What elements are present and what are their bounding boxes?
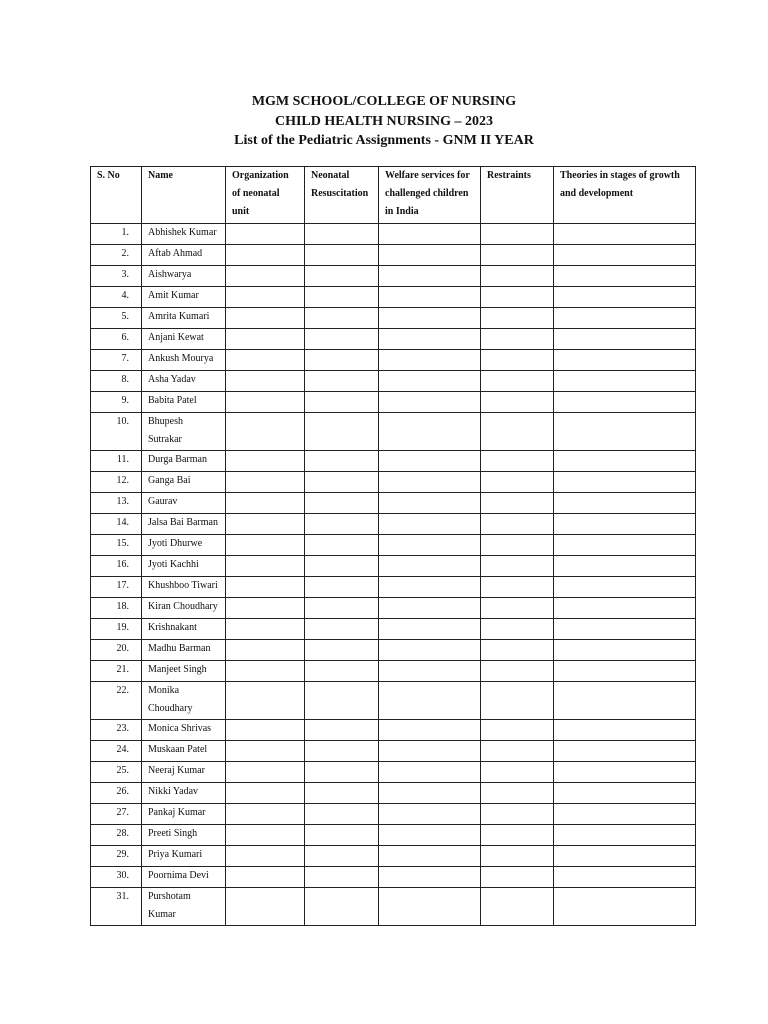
cell-theories xyxy=(554,472,696,493)
cell-welfare xyxy=(379,762,481,783)
cell-welfare xyxy=(379,846,481,867)
cell-organization xyxy=(226,804,305,825)
table-row xyxy=(91,661,696,682)
cell-sno: 31. xyxy=(91,888,142,926)
cell-resuscitation xyxy=(305,741,379,762)
cell-theories xyxy=(554,825,696,846)
subject-title: CHILD HEALTH NURSING – 2023 xyxy=(274,113,494,129)
table-row xyxy=(91,224,696,245)
cell-welfare xyxy=(379,556,481,577)
cell-name: Babita Patel xyxy=(142,392,226,413)
cell-resuscitation xyxy=(305,472,379,493)
cell-sno: 22. xyxy=(91,682,142,720)
cell-welfare xyxy=(379,392,481,413)
cell-organization xyxy=(226,308,305,329)
cell-restraints xyxy=(481,783,554,804)
cell-resuscitation xyxy=(305,413,379,451)
cell-organization xyxy=(226,245,305,266)
cell-name: Bhupesh Sutrakar xyxy=(142,413,226,451)
cell-sno: 25. xyxy=(91,762,142,783)
table-body xyxy=(91,224,696,926)
cell-name: Abhishek Kumar xyxy=(142,224,226,245)
cell-sno: 13. xyxy=(91,493,142,514)
table-row xyxy=(91,413,696,451)
table-row xyxy=(91,741,696,762)
cell-organization xyxy=(226,514,305,535)
cell-sno: 9. xyxy=(91,392,142,413)
cell-sno: 14. xyxy=(91,514,142,535)
cell-theories xyxy=(554,846,696,867)
cell-resuscitation xyxy=(305,245,379,266)
table-row xyxy=(91,514,696,535)
cell-welfare xyxy=(379,741,481,762)
cell-name: Nikki Yadav xyxy=(142,783,226,804)
cell-restraints xyxy=(481,762,554,783)
table-row xyxy=(91,535,696,556)
table-row xyxy=(91,472,696,493)
cell-welfare xyxy=(379,266,481,287)
cell-name: Purshotam Kumar xyxy=(142,888,226,926)
cell-theories xyxy=(554,371,696,392)
cell-resuscitation xyxy=(305,682,379,720)
cell-name: Asha Yadav xyxy=(142,371,226,392)
cell-welfare xyxy=(379,514,481,535)
cell-welfare xyxy=(379,661,481,682)
column-header-organization: Organization of neonatal unit xyxy=(226,167,305,224)
cell-resuscitation xyxy=(305,598,379,619)
cell-name: Amrita Kumari xyxy=(142,308,226,329)
cell-name: Amit Kumar xyxy=(142,287,226,308)
cell-restraints xyxy=(481,556,554,577)
cell-theories xyxy=(554,619,696,640)
cell-resuscitation xyxy=(305,867,379,888)
cell-sno: 21. xyxy=(91,661,142,682)
table-row xyxy=(91,266,696,287)
cell-theories xyxy=(554,762,696,783)
cell-sno: 1. xyxy=(91,224,142,245)
list-title: List of the Pediatric Assignments - GNM II YEAR xyxy=(234,133,534,148)
cell-restraints xyxy=(481,619,554,640)
table-row xyxy=(91,619,696,640)
cell-welfare xyxy=(379,287,481,308)
column-header-sno: S. No xyxy=(91,167,142,224)
cell-welfare xyxy=(379,825,481,846)
cell-organization xyxy=(226,846,305,867)
cell-theories xyxy=(554,682,696,720)
cell-organization xyxy=(226,224,305,245)
cell-resuscitation xyxy=(305,266,379,287)
cell-restraints xyxy=(481,720,554,741)
cell-theories xyxy=(554,493,696,514)
table-row xyxy=(91,783,696,804)
cell-welfare xyxy=(379,888,481,926)
cell-resuscitation xyxy=(305,804,379,825)
cell-organization xyxy=(226,598,305,619)
cell-name: Monika Choudhary xyxy=(142,682,226,720)
cell-restraints xyxy=(481,640,554,661)
cell-welfare xyxy=(379,619,481,640)
cell-restraints xyxy=(481,825,554,846)
cell-resuscitation xyxy=(305,640,379,661)
cell-theories xyxy=(554,720,696,741)
cell-theories xyxy=(554,308,696,329)
table-row xyxy=(91,598,696,619)
table-row xyxy=(91,493,696,514)
cell-name: Khushboo Tiwari xyxy=(142,577,226,598)
cell-name: Aishwarya xyxy=(142,266,226,287)
cell-name: Durga Barman xyxy=(142,451,226,472)
table-row xyxy=(91,392,696,413)
cell-welfare xyxy=(379,329,481,350)
cell-restraints xyxy=(481,514,554,535)
cell-resuscitation xyxy=(305,493,379,514)
cell-sno: 15. xyxy=(91,535,142,556)
column-header-name: Name xyxy=(142,167,226,224)
cell-name: Neeraj Kumar xyxy=(142,762,226,783)
cell-theories xyxy=(554,224,696,245)
cell-resuscitation xyxy=(305,224,379,245)
cell-sno: 26. xyxy=(91,783,142,804)
cell-resuscitation xyxy=(305,577,379,598)
cell-welfare xyxy=(379,535,481,556)
cell-welfare xyxy=(379,804,481,825)
cell-theories xyxy=(554,535,696,556)
table-row xyxy=(91,556,696,577)
column-header-resuscitation: Neonatal Resuscitation xyxy=(305,167,379,224)
cell-welfare xyxy=(379,472,481,493)
cell-name: Jalsa Bai Barman xyxy=(142,514,226,535)
cell-restraints xyxy=(481,245,554,266)
cell-name: Priya Kumari xyxy=(142,846,226,867)
table-row xyxy=(91,804,696,825)
table-row xyxy=(91,451,696,472)
cell-sno: 12. xyxy=(91,472,142,493)
table-row xyxy=(91,350,696,371)
cell-sno: 30. xyxy=(91,867,142,888)
cell-name: Ganga Bai xyxy=(142,472,226,493)
cell-name: Gaurav xyxy=(142,493,226,514)
cell-sno: 16. xyxy=(91,556,142,577)
cell-welfare xyxy=(379,371,481,392)
assignments-table xyxy=(90,166,696,926)
cell-restraints xyxy=(481,287,554,308)
cell-welfare xyxy=(379,867,481,888)
cell-restraints xyxy=(481,493,554,514)
cell-restraints xyxy=(481,308,554,329)
cell-theories xyxy=(554,392,696,413)
cell-welfare xyxy=(379,451,481,472)
cell-welfare xyxy=(379,308,481,329)
cell-restraints xyxy=(481,867,554,888)
cell-resuscitation xyxy=(305,720,379,741)
cell-restraints xyxy=(481,682,554,720)
cell-sno: 17. xyxy=(91,577,142,598)
table-row xyxy=(91,287,696,308)
cell-welfare xyxy=(379,577,481,598)
cell-resuscitation xyxy=(305,846,379,867)
cell-welfare xyxy=(379,783,481,804)
cell-theories xyxy=(554,451,696,472)
cell-name: Monica Shrivas xyxy=(142,720,226,741)
cell-restraints xyxy=(481,329,554,350)
cell-organization xyxy=(226,556,305,577)
column-header-restraints: Restraints xyxy=(481,167,554,224)
cell-welfare xyxy=(379,598,481,619)
table-row xyxy=(91,762,696,783)
cell-resuscitation xyxy=(305,661,379,682)
table-row xyxy=(91,846,696,867)
cell-resuscitation xyxy=(305,762,379,783)
cell-restraints xyxy=(481,846,554,867)
cell-resuscitation xyxy=(305,514,379,535)
cell-welfare xyxy=(379,493,481,514)
column-header-theories: Theories in stages of growth and development xyxy=(554,167,696,224)
cell-organization xyxy=(226,825,305,846)
cell-sno: 29. xyxy=(91,846,142,867)
cell-organization xyxy=(226,371,305,392)
cell-organization xyxy=(226,472,305,493)
cell-name: Jyoti Dhurwe xyxy=(142,535,226,556)
cell-sno: 20. xyxy=(91,640,142,661)
cell-organization xyxy=(226,392,305,413)
cell-theories xyxy=(554,867,696,888)
cell-sno: 11. xyxy=(91,451,142,472)
cell-organization xyxy=(226,287,305,308)
cell-organization xyxy=(226,741,305,762)
cell-welfare xyxy=(379,413,481,451)
cell-restraints xyxy=(481,888,554,926)
cell-resuscitation xyxy=(305,825,379,846)
cell-theories xyxy=(554,245,696,266)
cell-sno: 23. xyxy=(91,720,142,741)
cell-restraints xyxy=(481,472,554,493)
cell-organization xyxy=(226,640,305,661)
cell-welfare xyxy=(379,682,481,720)
cell-sno: 24. xyxy=(91,741,142,762)
cell-organization xyxy=(226,888,305,926)
table-row xyxy=(91,825,696,846)
cell-sno: 18. xyxy=(91,598,142,619)
cell-resuscitation xyxy=(305,287,379,308)
cell-sno: 10. xyxy=(91,413,142,451)
cell-resuscitation xyxy=(305,308,379,329)
cell-name: Anjani Kewat xyxy=(142,329,226,350)
cell-name: Krishnakant xyxy=(142,619,226,640)
cell-name: Kiran Choudhary xyxy=(142,598,226,619)
cell-restraints xyxy=(481,451,554,472)
cell-organization xyxy=(226,783,305,804)
cell-name: Ankush Mourya xyxy=(142,350,226,371)
table-row xyxy=(91,682,696,720)
cell-welfare xyxy=(379,640,481,661)
cell-resuscitation xyxy=(305,350,379,371)
cell-welfare xyxy=(379,224,481,245)
cell-name: Madhu Barman xyxy=(142,640,226,661)
cell-sno: 2. xyxy=(91,245,142,266)
cell-restraints xyxy=(481,661,554,682)
cell-theories xyxy=(554,329,696,350)
cell-restraints xyxy=(481,224,554,245)
cell-welfare xyxy=(379,720,481,741)
cell-welfare xyxy=(379,245,481,266)
cell-theories xyxy=(554,598,696,619)
cell-name: Jyoti Kachhi xyxy=(142,556,226,577)
cell-theories xyxy=(554,577,696,598)
document-header xyxy=(0,92,768,151)
cell-restraints xyxy=(481,413,554,451)
cell-resuscitation xyxy=(305,535,379,556)
cell-sno: 28. xyxy=(91,825,142,846)
cell-organization xyxy=(226,350,305,371)
cell-restraints xyxy=(481,392,554,413)
cell-restraints xyxy=(481,535,554,556)
cell-organization xyxy=(226,577,305,598)
cell-restraints xyxy=(481,371,554,392)
cell-resuscitation xyxy=(305,329,379,350)
cell-theories xyxy=(554,783,696,804)
cell-sno: 4. xyxy=(91,287,142,308)
cell-theories xyxy=(554,804,696,825)
cell-organization xyxy=(226,266,305,287)
cell-organization xyxy=(226,413,305,451)
cell-organization xyxy=(226,867,305,888)
cell-organization xyxy=(226,762,305,783)
table-row xyxy=(91,720,696,741)
cell-theories xyxy=(554,514,696,535)
cell-theories xyxy=(554,888,696,926)
cell-sno: 8. xyxy=(91,371,142,392)
cell-welfare xyxy=(379,350,481,371)
cell-organization xyxy=(226,329,305,350)
cell-restraints xyxy=(481,266,554,287)
cell-theories xyxy=(554,556,696,577)
cell-theories xyxy=(554,287,696,308)
cell-organization xyxy=(226,493,305,514)
cell-organization xyxy=(226,451,305,472)
cell-theories xyxy=(554,413,696,451)
cell-restraints xyxy=(481,350,554,371)
cell-restraints xyxy=(481,804,554,825)
cell-sno: 5. xyxy=(91,308,142,329)
cell-name: Muskaan Patel xyxy=(142,741,226,762)
table-row xyxy=(91,577,696,598)
cell-restraints xyxy=(481,577,554,598)
cell-sno: 6. xyxy=(91,329,142,350)
cell-organization xyxy=(226,661,305,682)
table-row xyxy=(91,371,696,392)
table-row xyxy=(91,308,696,329)
table-row xyxy=(91,329,696,350)
cell-sno: 3. xyxy=(91,266,142,287)
cell-organization xyxy=(226,682,305,720)
cell-name: Aftab Ahmad xyxy=(142,245,226,266)
institution-title: MGM SCHOOL/COLLEGE OF NURSING xyxy=(251,94,517,109)
cell-theories xyxy=(554,640,696,661)
table-row xyxy=(91,888,696,926)
cell-restraints xyxy=(481,741,554,762)
cell-sno: 19. xyxy=(91,619,142,640)
cell-name: Pankaj Kumar xyxy=(142,804,226,825)
cell-theories xyxy=(554,661,696,682)
cell-organization xyxy=(226,720,305,741)
cell-restraints xyxy=(481,598,554,619)
cell-organization xyxy=(226,535,305,556)
table-row xyxy=(91,867,696,888)
cell-name: Preeti Singh xyxy=(142,825,226,846)
cell-resuscitation xyxy=(305,888,379,926)
cell-name: Poornima Devi xyxy=(142,867,226,888)
cell-theories xyxy=(554,266,696,287)
cell-resuscitation xyxy=(305,392,379,413)
cell-resuscitation xyxy=(305,451,379,472)
cell-resuscitation xyxy=(305,556,379,577)
table-row xyxy=(91,245,696,266)
column-header-welfare: Welfare services for challenged children in India xyxy=(379,167,481,224)
table-row xyxy=(91,640,696,661)
cell-resuscitation xyxy=(305,619,379,640)
table-header-row xyxy=(91,167,696,224)
cell-resuscitation xyxy=(305,371,379,392)
cell-resuscitation xyxy=(305,783,379,804)
cell-sno: 7. xyxy=(91,350,142,371)
cell-theories xyxy=(554,741,696,762)
cell-name: Manjeet Singh xyxy=(142,661,226,682)
cell-sno: 27. xyxy=(91,804,142,825)
cell-theories xyxy=(554,350,696,371)
cell-organization xyxy=(226,619,305,640)
